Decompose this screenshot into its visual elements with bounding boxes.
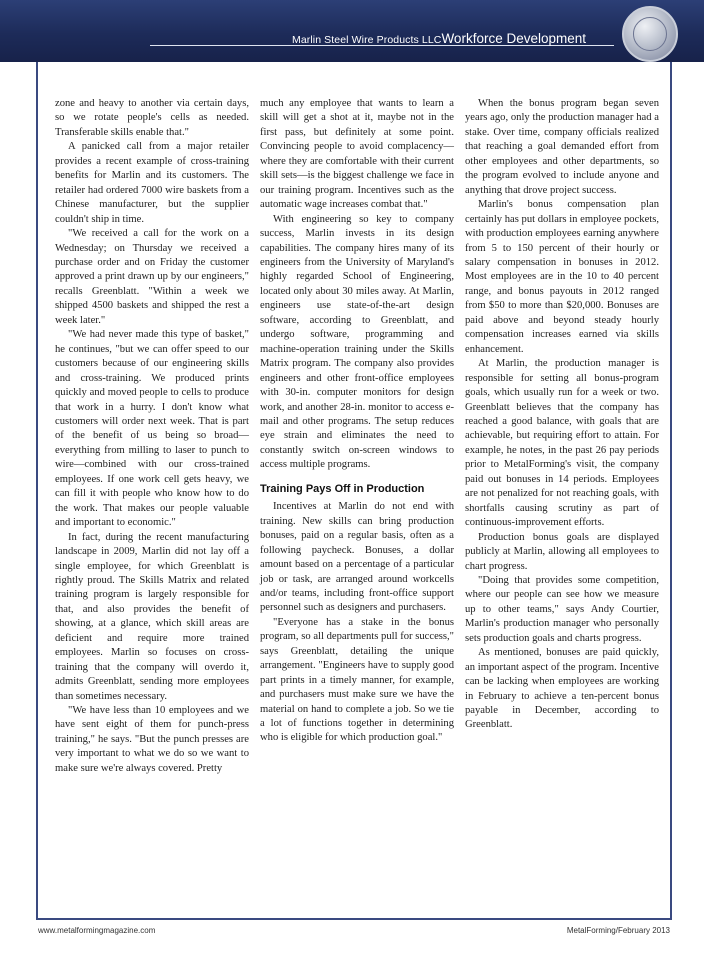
article-column-3 bbox=[465, 97, 659, 733]
article-paragraph: "We received a call for the work on a Wednesday; on Thursday we received a purchase order and on Friday the customer approved a print drawn up by our engineers," recalls Greenblatt. "Within a week we shipped 4500 baskets and shipped the rest a week later." bbox=[55, 228, 249, 326]
article-column-2 bbox=[260, 97, 454, 746]
company-name: Marlin Steel Wire Products LLC bbox=[291, 34, 442, 46]
article-paragraph: "Doing that provides some competition, where our people can see how we measure up to other teams," says Andy Courtier, Marlin's production manager who personally sets production goals and charts progress. bbox=[465, 574, 659, 644]
article-paragraph: In fact, during the recent manufacturing landscape in 2009, Marlin did not lay off a single employee, for which Greenblatt is rightly proud. The Skills Matrix and related training program is largely responsible for that, and also provides the benefit of showing, at a glance, which skill areas are deficient and require more trained employees. Marlin so focuses on cross-training that the company will overdo it, admits Greenblatt, sending more employees than sometimes necessary. bbox=[55, 531, 249, 702]
article-paragraph: "We had never made this type of basket," he continues, "but we can offer speed to our customers because of our engineering skills and cross-training. We produced prints quickly and moved people to cells to produce that work in a hurry. I don't know what customers will order next week. That is part of the benefit of us being so broad—everything from milling to laser to punch to wire—combined with our cross-trained employees. If one work cell gets heavy, we can fill it with people who know how to do the work. That makes our people valuable and important to economic." bbox=[55, 329, 249, 529]
article-paragraph: Marlin's bonus compensation plan certainly has put dollars in employee pockets, with production employees earning anywhere from 5 to 150 percent of their hourly or salary compensation in bonuses in 2012. Most employees are in the 10 to 40 percent range, and bonus payouts in 2012 ranged from $50 to more than $20,000. Bonuses are paid above and beyond steady hourly compensation increases earned via skills enhancement. bbox=[465, 199, 659, 355]
article-paragraph: zone and heavy to another via certain days, so we rotate people's cells as needed. Transferable skills enable that." bbox=[55, 98, 249, 138]
seal-logo-icon bbox=[622, 6, 678, 62]
header-title bbox=[292, 30, 586, 48]
footer-issue: MetalForming/February 2013 bbox=[566, 926, 670, 935]
article-paragraph: When the bonus program began seven years ago, only the production manager had a stake. Over time, company officials realized that reaching a goal demanded effort from other employees and other departments, so the program evolved to include anyone and anything that drove project success. bbox=[465, 98, 659, 196]
article-paragraph: "We have less than 10 employees and we have sent eight of them for punch-press training," he says. "But the punch presses are very important to what we do so we want to make sure we're always covered. Pretty bbox=[55, 705, 249, 774]
footer-url: www.metalformingmagazine.com bbox=[38, 926, 156, 935]
article-paragraph: Production bonus goals are displayed publicly at Marlin, allowing all employees to chart progress. bbox=[465, 531, 659, 572]
header-banner bbox=[0, 0, 704, 62]
article-paragraph: A panicked call from a major retailer provides a recent example of cross-training benefits for Marlin and its customers. The retailer had ordered 7000 wire baskets from a Chinese manufacturer, but the supplier couldn't ship in time. bbox=[55, 141, 249, 225]
article-column-1 bbox=[55, 97, 249, 776]
article-paragraph: With engineering so key to company success, Marlin invests in its design capabilities. The company hires many of its engineers from the University of Maryland's highly regarded School of Engineering, located only about 30 miles away. At Marlin, engineers use state-of-the-art design software, according to Greenblatt, and undergo software, programming and machine-operation training under the Skills Matrix program. The company also provides engineers and other front-office employees with 30-in. computer monitors for design work, and another 28-in. monitor to access e-mail and other programs. The setup reduces eye strain and eliminates the need to constantly switch on-screen windows to access multiple programs. bbox=[260, 213, 454, 471]
section-name: Workforce Development bbox=[441, 31, 586, 46]
article-paragraph: much any employee that wants to learn a skill will get a shot at it, maybe not in the first pass, but definitely at some point. Convincing people to avoid complacency—where they are comfortable with their current skill sets—is the biggest challenge we face in our training program. Incentives such as the automatic wage increases combat that." bbox=[260, 98, 454, 211]
article-paragraph: "Everyone has a stake in the bonus program, so all departments pull for success," says Greenblatt, detailing the unique arrangement. "Engineers have to supply good part prints in a timely manner, for example, and purchasers must make sure we have the material on hand to complete a job. So we tie a lot of functions together in determining who is eligible for which production goal." bbox=[260, 616, 454, 744]
article-paragraph: As mentioned, bonuses are paid quickly, an important aspect of the program. Incentive can be lacking when employees are working in February to achieve a ten-percent bonus payable in December, according to Greenblatt. bbox=[465, 647, 659, 731]
article-paragraph: At Marlin, the production manager is responsible for setting all bonus-program goals, which usually run for a week or two. Greenblatt believes that the company has reached a good balance, with goals that are achievable, but requiring effort to attain. For example, he notes, in the past 26 pay periods prior to MetalForming's visit, the company paid out bonuses in 14 periods. Employees are not penalized for not reaching goals, with shortfalls causing scrutiny as part of continuous-improvement efforts. bbox=[465, 358, 659, 529]
section-subheading: Training Pays Off in Production bbox=[260, 482, 425, 495]
article-paragraph: Incentives at Marlin do not end with training. New skills can bring production bonuses, paid on a regular basis, often as a following paycheck. Bonuses, a dollar amount based on a percentage of a particular job or task, are arranged around workcells and/or teams, including front-office support personnel such as designers and purchasers. bbox=[260, 501, 454, 614]
